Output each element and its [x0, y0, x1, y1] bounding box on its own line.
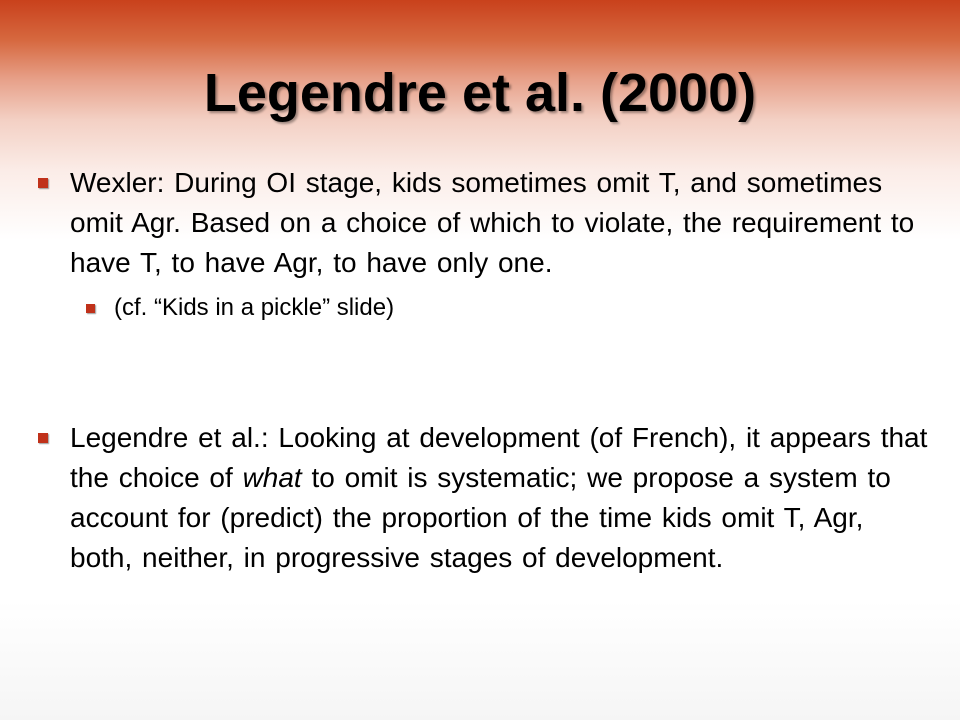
bullet-item-wexler [38, 163, 928, 283]
bullet-text-legendre [70, 418, 928, 578]
bullet-text-wexler: Wexler: During OI stage, kids sometimes omit T, and sometimes omit Agr. Based on a choice of which to violate, the requirement to have T, to have Agr, to have only one. [70, 167, 915, 278]
square-bullet-icon [38, 433, 48, 443]
bullet-text-part-2: to omit is systematic; we propose a system to account for (predict) the proportion of the time kids omit T, Agr, both, neither, in progressive stages of development. [70, 462, 891, 573]
square-bullet-icon [86, 304, 95, 313]
bullet-list-2 [38, 418, 928, 578]
bullet-text-emphasis: what [242, 462, 302, 493]
bullet-item-legendre [38, 418, 928, 578]
slide-title: Legendre et al. (2000) [203, 63, 757, 123]
square-bullet-icon [38, 178, 48, 188]
sub-bullet-item-pickle [38, 291, 928, 325]
sub-bullet-text-pickle: (cf. “Kids in a pickle” slide) [114, 294, 395, 321]
bullet-list-1 [38, 163, 928, 325]
bullet-text-part-1: Legendre et al.: Looking at development (of French), it appears that the choice of [70, 422, 928, 493]
